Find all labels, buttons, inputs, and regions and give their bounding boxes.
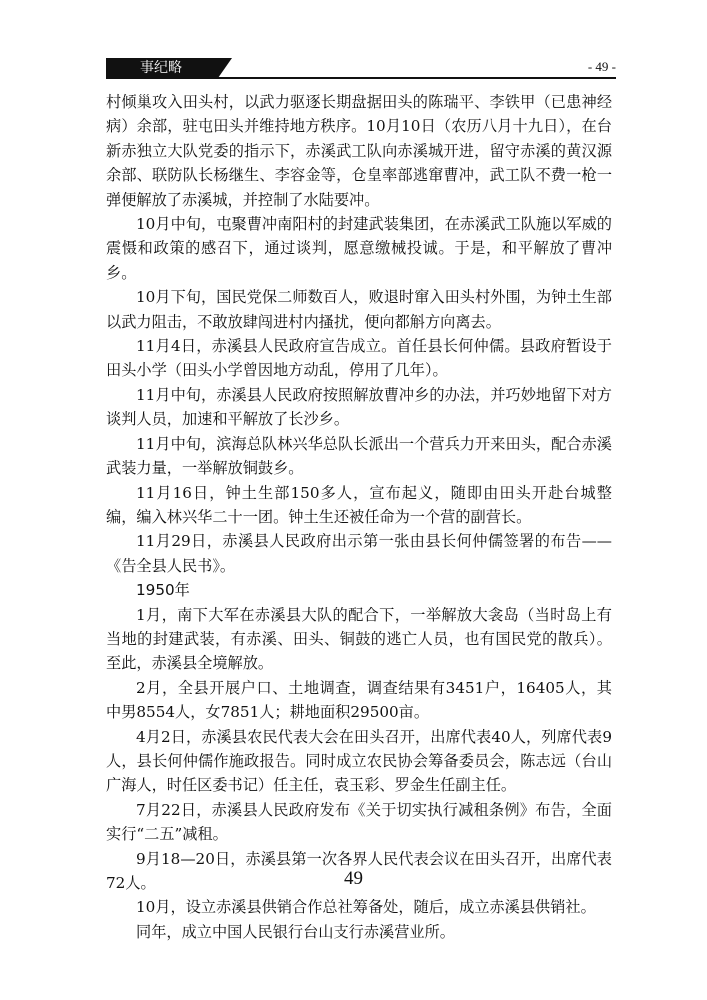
section-title-tab: 事纪略 <box>106 58 218 78</box>
chronicle-paragraph: 11月中旬，滨海总队林兴华总队长派出一个营兵力开来田头，配合赤溪武装力量，一举解放铜鼓乡。 <box>106 434 612 478</box>
header-page-label: - 49 - <box>587 59 616 74</box>
footer-page-number: 49 <box>344 868 363 889</box>
chronicle-paragraph: 11月29日，赤溪县人民政府出示第一张由县长何仲儒签署的布告——《告全县人民书》。 <box>106 532 612 575</box>
chronicle-paragraph: 10月，设立赤溪县供销合作总社筹备处，随后，成立赤溪县供销社。 <box>136 898 596 917</box>
chronicle-paragraph: 11月16日，钟土生部150多人，宣布起义，随即由田头开赴台城整编，编入林兴华二十一团。钟土生还被任命为一个营的副营长。 <box>106 483 612 526</box>
chronicle-paragraph: 7月22日，赤溪县人民政府发布《关于切实执行减租条例》布告，全面实行“二五”减租。 <box>106 800 612 844</box>
chronicle-paragraph: 10月下旬，国民党保二师数百人，败退时窜入田头村外围，为钟土生部以武力阻击，不敢放肆闯进村内搔扰，便向都斛方向离去。 <box>106 288 612 331</box>
chronicle-paragraph: 1月，南下大军在赤溪县大队的配合下，一举解放大衾岛（当时岛上有当地的封建武装，有赤溪、田头、铜鼓的逃亡人员，也有国民党的散兵）。至此，赤溪县全境解放。 <box>106 605 612 673</box>
chronicle-paragraph: 村倾巢攻入田头村，以武力驱逐长期盘据田头的陈瑞平、李铁甲（已患神经病）余部，驻屯田头并维持地方秩序。10月10日（农历八月十九日），在台新赤独立大队党委的指示下，赤溪武工队向赤溪城开进，留守赤溪的黄汉源余部、联防队长杨继生、李容金等，仓皇率部逃窜曹冲，武工队不费一枪一弹便解放了赤溪城，并控制了水陆要冲。 <box>106 93 612 209</box>
year-heading: 1950年 <box>136 581 190 600</box>
chronicle-paragraph: 4月2日，赤溪县农民代表大会在田头召开，出席代表40人，列席代表9人，县长何仲儒作施政报告。同时成立农民协会筹备委员会，陈志远（台山广海人，时任区委书记）任主任，袁玉彩、罗金生任副主任。 <box>106 727 612 795</box>
chronicle-paragraph: 10月中旬，屯聚曹冲南阳村的封建武装集团，在赤溪武工队施以军威的震慑和政策的感召下，通过谈判，愿意缴械投诚。于是，和平解放了曹冲乡。 <box>106 215 612 282</box>
chronicle-paragraph: 9月18—20日，赤溪县第一次各界人民代表会议在田头召开，出席代表72人。 <box>106 849 612 892</box>
section-tab-slant <box>218 58 232 78</box>
running-header <box>106 58 616 82</box>
chronicle-paragraph: 11月4日，赤溪县人民政府宣告成立。首任县长何仲儒。县政府暂设于田头小学（田头小学曾因地方动乱，停用了几年）。 <box>106 337 612 380</box>
chronicle-paragraph: 11月中旬，赤溪县人民政府按照解放曹冲乡的办法，并巧妙地留下对方谈判人员，加速和平解放了长沙乡。 <box>106 385 612 429</box>
chronicle-body <box>106 90 612 944</box>
header-rule <box>106 77 616 79</box>
chronicle-paragraph: 2月，全县开展户口、土地调查，调查结果有3451户，16405人，其中男8554人，女7851人；耕地面积29500亩。 <box>106 678 612 722</box>
chronicle-paragraph: 同年，成立中国人民银行台山支行赤溪营业所。 <box>136 922 455 941</box>
